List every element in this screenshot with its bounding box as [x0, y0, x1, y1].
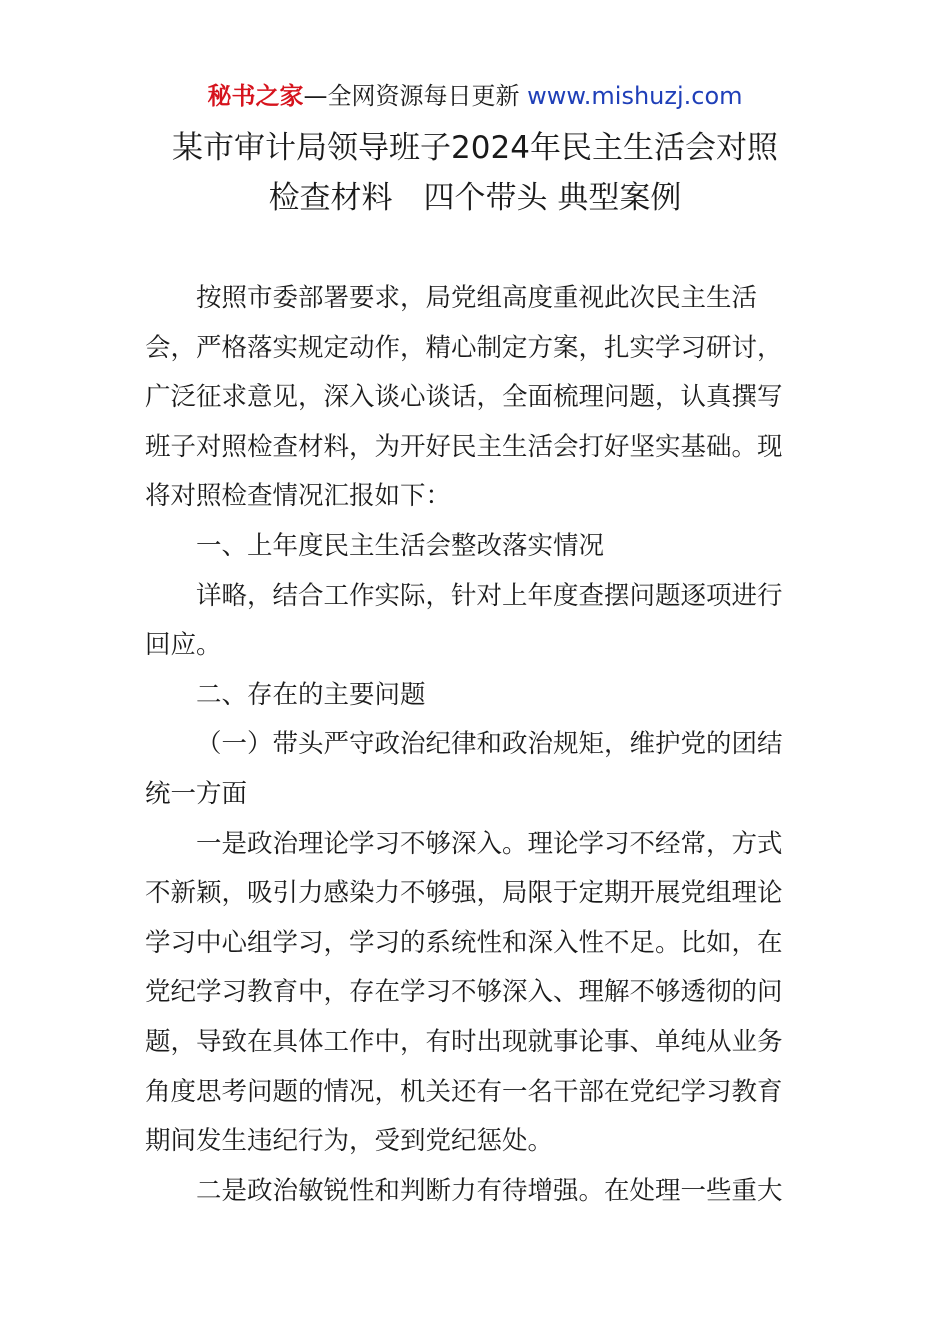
brand-name: 秘书之家	[207, 82, 304, 110]
text-line: 学习中心组学习，学习的系统性和深入性不足。比如，在	[145, 927, 783, 958]
text-line: 不新颖，吸引力感染力不够强，局限于定期开展党组理论	[145, 878, 783, 909]
text-line: 党纪学习教育中，存在学习不够深入、理解不够透彻的问	[145, 977, 783, 1008]
text-line: 将对照检查情况汇报如下：	[145, 481, 452, 512]
text-line: 班子对照检查材料，为开好民主生活会打好坚实基础。现	[145, 431, 783, 462]
text-line: 详略，结合工作实际，针对上年度查摆问题逐项进行	[196, 580, 783, 611]
site-url[interactable]: www.mishuzj.com	[527, 82, 743, 110]
text-line: 题，导致在具体工作中，有时出现就事论事、单纯从业务	[145, 1026, 783, 1057]
text-line: 广泛征求意见，深入谈心谈话，全面梳理问题，认真撰写	[145, 382, 783, 413]
text-line: 一是政治理论学习不够深入。理论学习不经常，方式	[196, 828, 783, 859]
section-heading: 二、存在的主要问题	[196, 679, 426, 710]
text-line: 角度思考问题的情况，机关还有一名干部在党纪学习教育	[145, 1076, 783, 1107]
document-title-line-1: 某市审计局领导班子2024年民主生活会对照	[172, 130, 778, 166]
site-header	[0, 80, 950, 112]
text-line: 回应。	[145, 630, 222, 661]
document-title-line-2: 检查材料 四个带头 典型案例	[268, 180, 682, 216]
text-line: 按照市委部署要求，局党组高度重视此次民主生活	[196, 283, 758, 313]
text-line: 会，严格落实规定动作，精心制定方案，扎实学习研讨，	[145, 332, 783, 363]
text-line: 期间发生违纪行为，受到党纪惩处。	[145, 1126, 554, 1157]
subsection-heading: （一）带头严守政治纪律和政治规矩，维护党的团结	[196, 729, 783, 760]
document-body	[145, 274, 810, 1216]
text-line: 统一方面	[145, 778, 248, 809]
section-heading: 一、上年度民主生活会整改落实情况	[196, 530, 605, 561]
header-tagline: —全网资源每日更新	[303, 82, 520, 110]
text-line: 二是政治敏锐性和判断力有待增强。在处理一些重大	[196, 1175, 783, 1206]
